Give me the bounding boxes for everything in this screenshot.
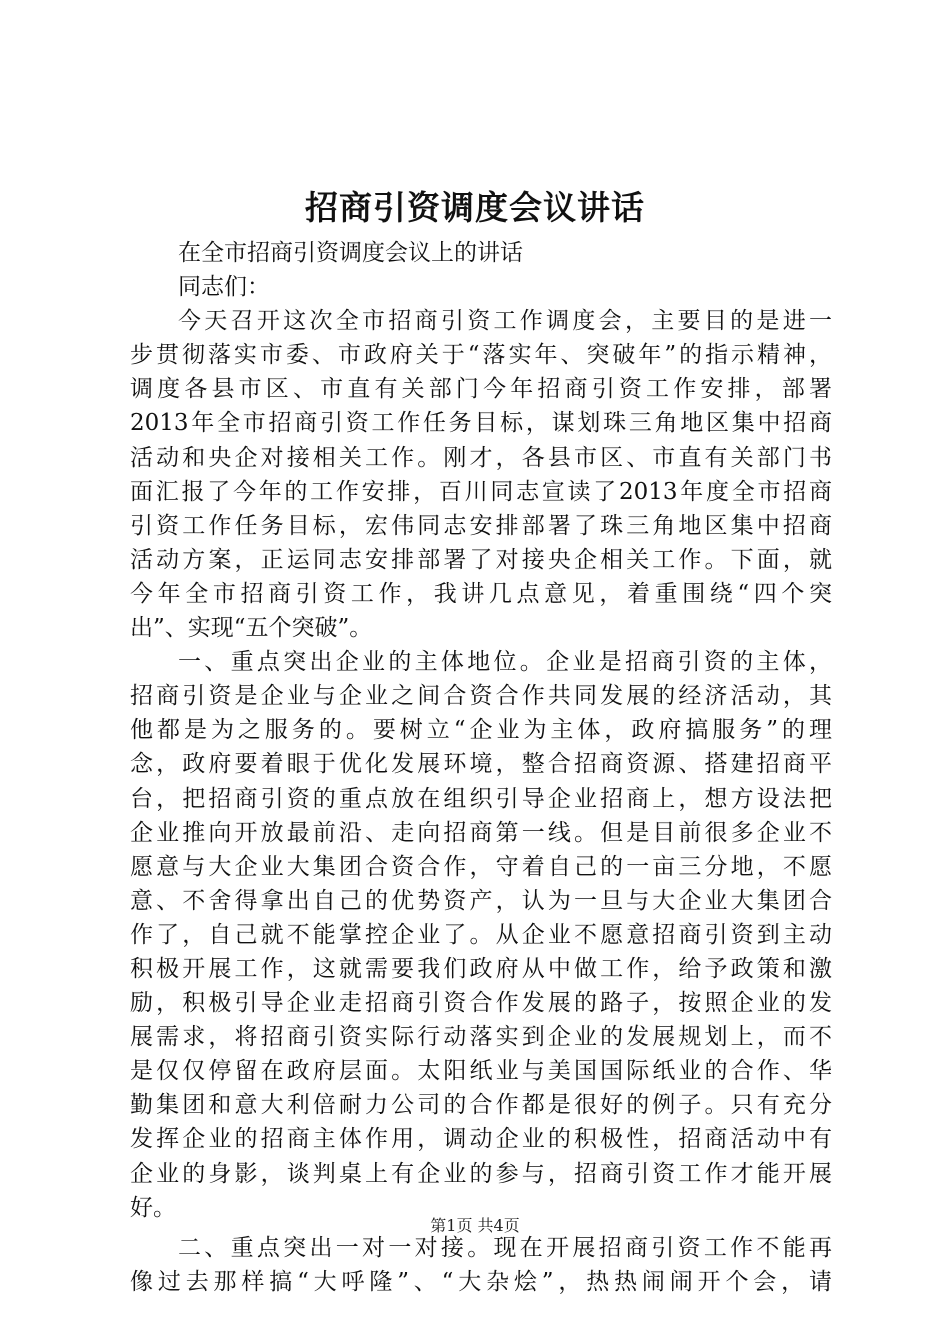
text-line: 面汇报了今年的工作安排，百川同志宣读了2013年度全市招商 bbox=[130, 478, 832, 505]
text-line: 展需求，将招商引资实际行动落实到企业的发展规划上，而不 bbox=[130, 1024, 832, 1051]
text-line: 勤集团和意大利倍耐力公司的合作都是很好的例子。只有充分 bbox=[130, 1092, 832, 1119]
text-line: 台，把招商引资的重点放在组织引导企业招商上，想方设法把 bbox=[130, 785, 832, 812]
document-body bbox=[130, 236, 832, 1299]
text-line: 出”、实现“五个突破”。 bbox=[130, 615, 373, 642]
text-line: 步贯彻落实市委、市政府关于“落实年、突破年”的指示精神， bbox=[130, 342, 832, 369]
text-line: 2013年全市招商引资工作任务目标，谋划珠三角地区集中招商 bbox=[130, 410, 832, 437]
text-line: 好。 bbox=[130, 1194, 176, 1221]
text-line: 今年全市招商引资工作，我讲几点意见，着重围绕“四个突 bbox=[130, 580, 832, 607]
text-line: 二、重点突出一对一对接。现在开展招商引资工作不能再 bbox=[178, 1234, 832, 1261]
text-line: 发挥企业的招商主体作用，调动企业的积极性，招商活动中有 bbox=[130, 1126, 832, 1153]
text-line: 愿意与大企业大集团合资合作，守着自己的一亩三分地，不愿 bbox=[130, 853, 832, 880]
text-line: 企业的身影，谈判桌上有企业的参与，招商引资工作才能开展 bbox=[130, 1160, 832, 1187]
text-line: 积极开展工作，这就需要我们政府从中做工作，给予政策和激 bbox=[130, 955, 832, 982]
text-line: 在全市招商引资调度会议上的讲话 bbox=[178, 240, 523, 266]
text-line: 企业推向开放最前沿、走向招商第一线。但是目前很多企业不 bbox=[130, 819, 832, 846]
text-line: 他都是为之服务的。要树立“企业为主体，政府搞服务”的理 bbox=[130, 717, 832, 744]
text-line: 励，积极引导企业走招商引资合作发展的路子，按照企业的发 bbox=[130, 990, 832, 1017]
text-line: 调度各县市区、市直有关部门今年招商引资工作安排，部署 bbox=[130, 376, 832, 403]
text-line: 引资工作任务目标，宏伟同志安排部署了珠三角地区集中招商 bbox=[130, 512, 832, 539]
text-line: 意、不舍得拿出自己的优势资产，认为一旦与大企业大集团合 bbox=[130, 887, 832, 914]
text-line: 活动和央企对接相关工作。刚才，各县市区、市直有关部门书 bbox=[130, 444, 832, 471]
text-line: 一、重点突出企业的主体地位。企业是招商引资的主体， bbox=[178, 649, 832, 676]
text-line: 是仅仅停留在政府层面。太阳纸业与美国国际纸业的合作、华 bbox=[130, 1058, 832, 1085]
text-line: 作了，自己就不能掌控企业了。从企业不愿意招商引资到主动 bbox=[130, 921, 832, 948]
page-footer: 第1页 共4页 bbox=[430, 1216, 520, 1235]
text-line: 活动方案，正运同志安排部署了对接央企相关工作。下面，就 bbox=[130, 546, 832, 573]
text-line: 像过去那样搞“大呼隆”、“大杂烩”，热热闹闹开个会，请 bbox=[130, 1268, 832, 1295]
text-line: 念，政府要着眼于优化发展环境，整合招商资源、搭建招商平 bbox=[130, 751, 832, 778]
text-line: 招商引资是企业与企业之间合资合作共同发展的经济活动，其 bbox=[130, 683, 832, 710]
text-line: 今天召开这次全市招商引资工作调度会，主要目的是进一 bbox=[178, 308, 832, 335]
document-title: 招商引资调度会议讲话 bbox=[305, 188, 645, 227]
text-line: 同志们： bbox=[178, 274, 270, 301]
